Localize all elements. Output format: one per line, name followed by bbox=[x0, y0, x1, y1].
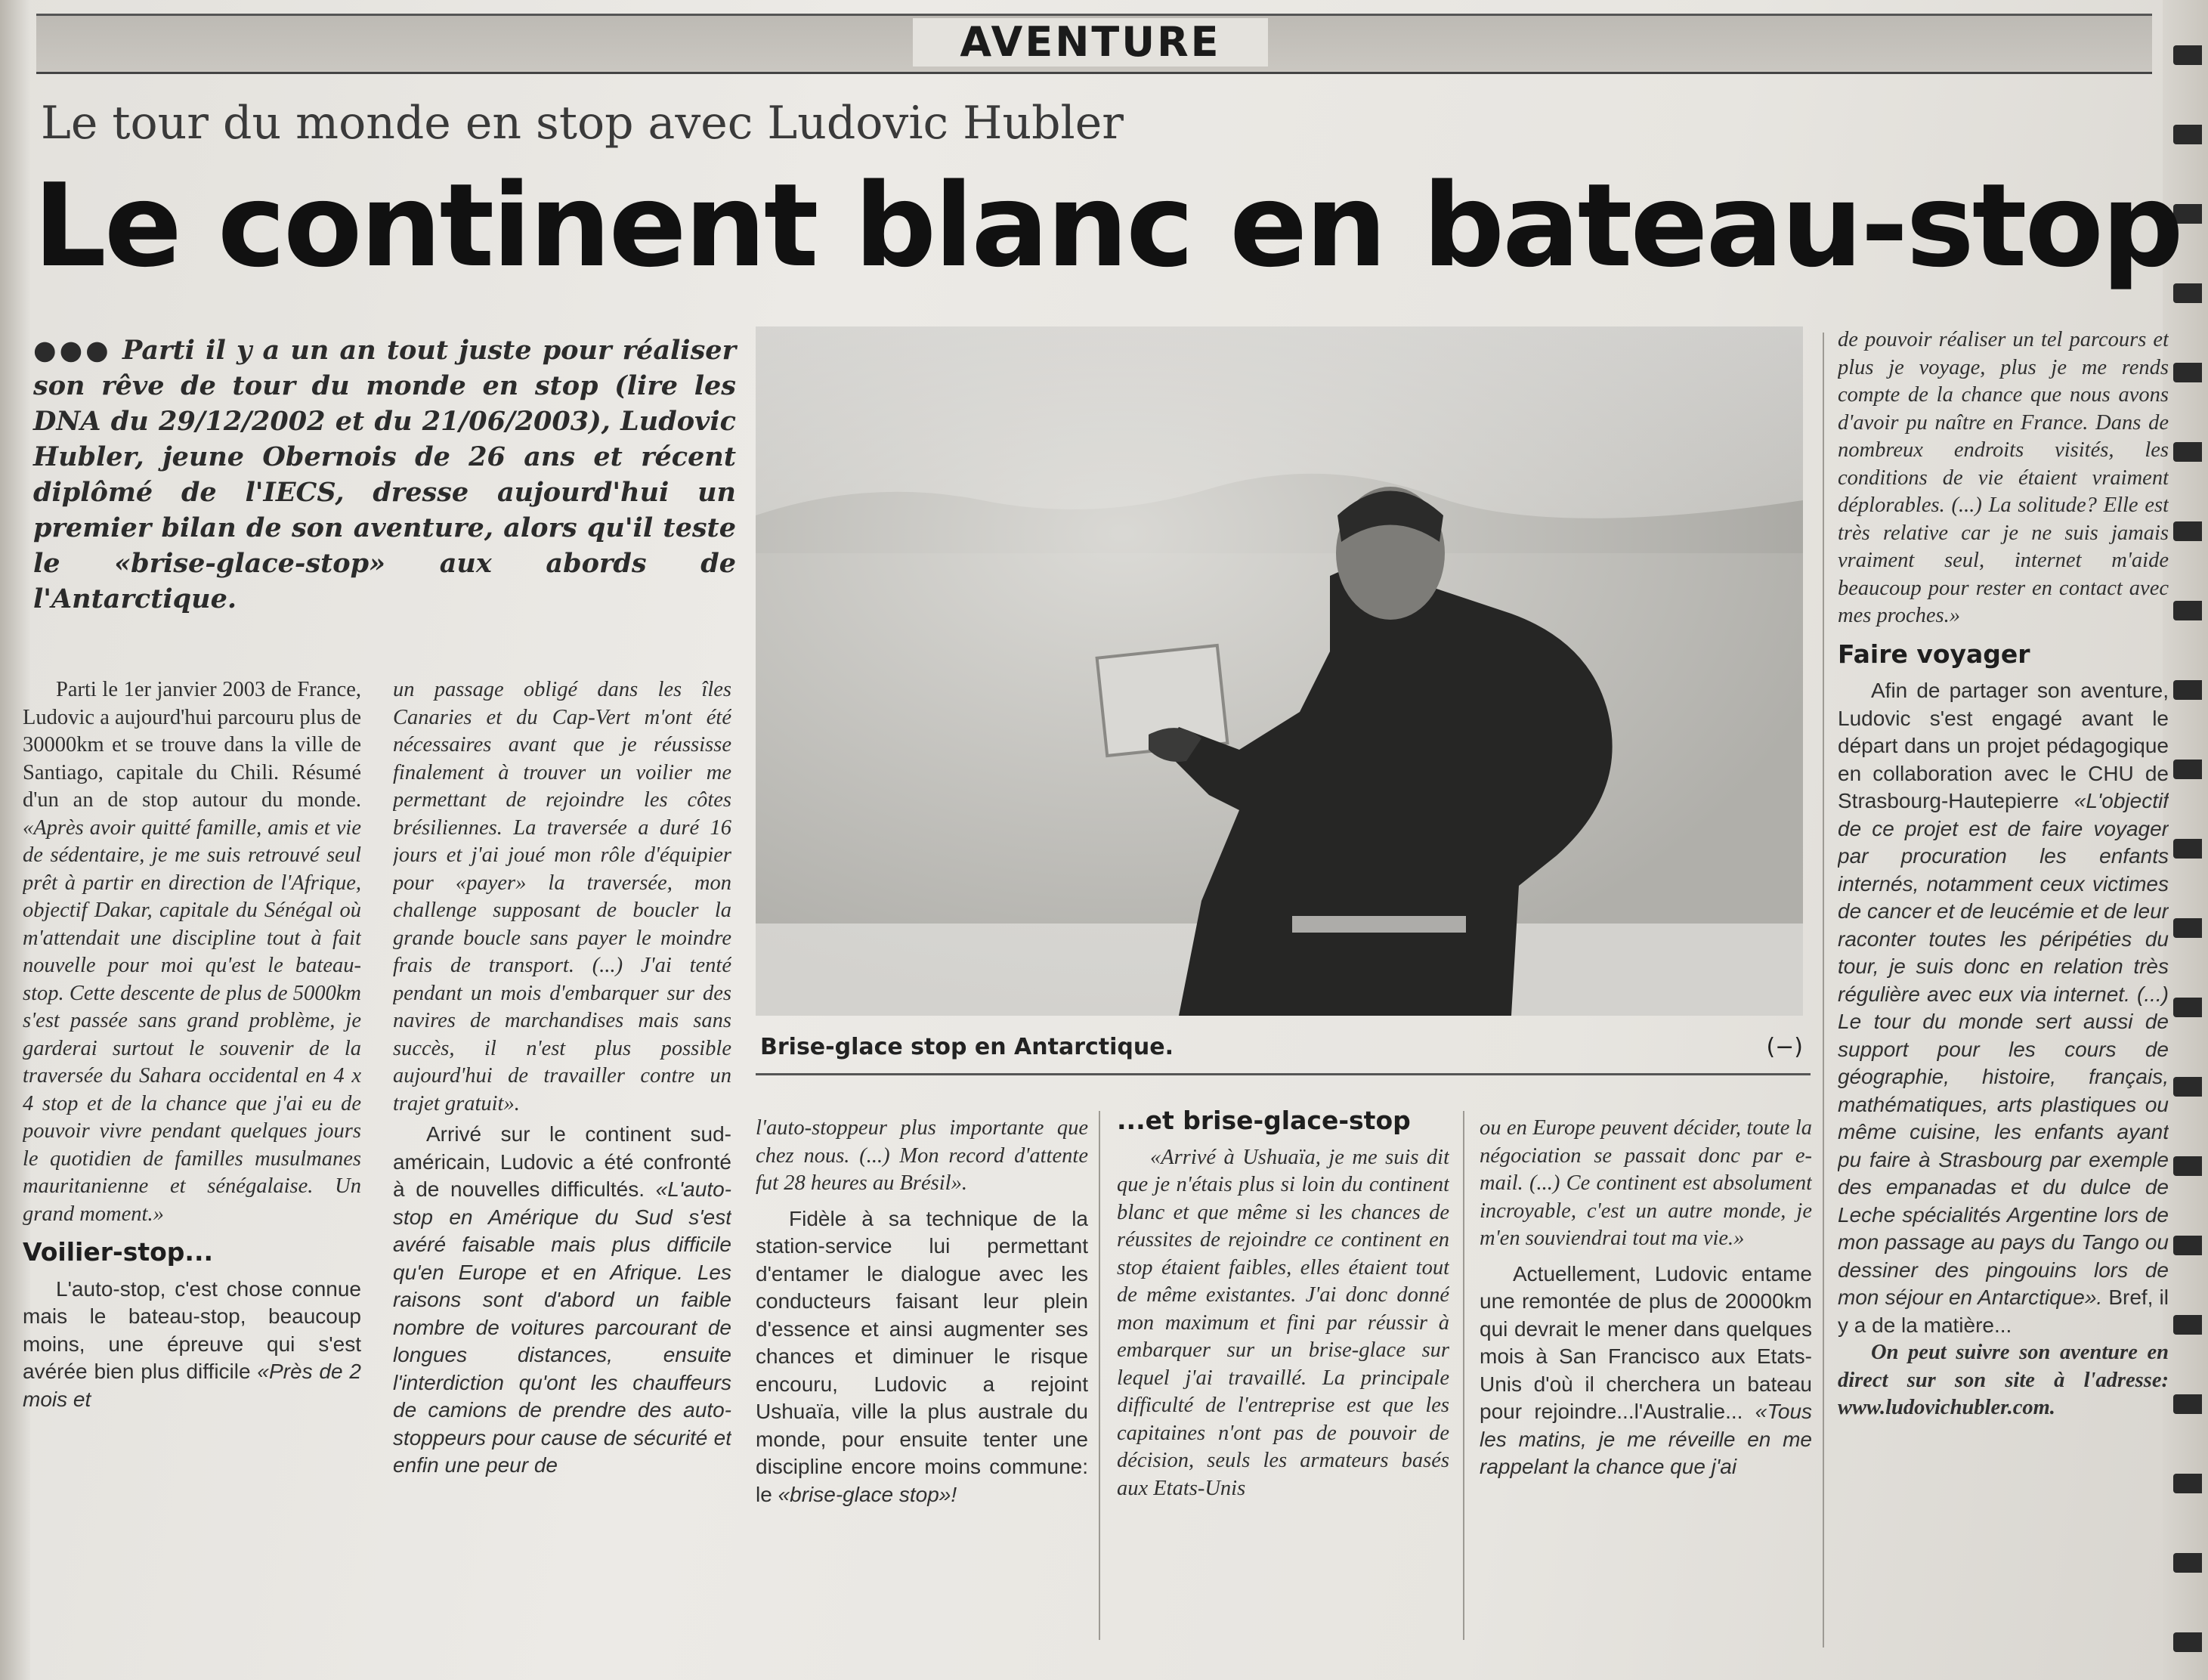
column-divider bbox=[1099, 1111, 1100, 1640]
kicker: Le tour du monde en stop avec Ludovic Hubler bbox=[41, 97, 1124, 150]
column-2: un passage obligé dans les îles Canaries et du Cap-Vert m'ont été nécessaires avant que je réussisse finalement à trouver un voilier me permettant de rejoindre les côtes brésiliennes. La traversée a duré 16 jours et j'ai joué mon rôle d'équipier pour «payer» la traversée, mon challenge supposant de boucler la grande boucle sans payer le moindre frais de transport. (...) J'ai tenté pendant un mois d'embarquer sur des navires de marchandises mais sans succès, il n'est plus possible aujourd'hui de travailler contre un trajet gratuit». Arrivé sur le continent sud-américain, Ludovic a été confronté à de nouvelles difficultés. «L'auto-stop en Amérique du Sud s'est avéré faisable mais plus difficile qu'en Europe et en Afrique. Les raisons sont d'abord un faible nombre de voitures parcourant de longues distances, ensuite l'interdiction qu'ont les chauffeurs de camions de prendre des auto-stoppeurs pour cause de sécurité et enfin une peur de bbox=[393, 678, 731, 1477]
photo-caption bbox=[760, 1034, 1803, 1060]
caption-rule bbox=[756, 1073, 1811, 1075]
lead-text: Parti il y a un an tout juste pour réaliser son rêve de tour du monde en stop (lire les DNA du 29/12/2002 et du 21/06/2003), Ludovic Hubler, jeune Obernois de 26 ans et récent diplômé de l'IECS, dresse aujourd'hui un premier bilan de son aventure, alors qu'il teste le «brise-glace-stop» aux abords de l'Antarctique. bbox=[33, 335, 737, 614]
subhead-voilier: Voilier-stop... bbox=[23, 1237, 214, 1267]
subhead-faire-voyager: Faire voyager bbox=[1838, 639, 2030, 669]
website-signoff: On peut suivre son aventure en direct sur son site à l'adresse: www.ludovichubler.com. bbox=[1838, 1341, 2169, 1419]
column-4: ...et brise-glace-stop «Arrivé à Ushuaïa, je me suis dit que je n'étais plus si loin du continent blanc et que même si les chances de réussites de rejoindre ce continent en stop étaient faibles, elles étaient tout de même existantes. J'ai donc donné mon maximum et fini par réussir à embarquer sur un brise-glace sur lequel j'ai travaillé. La principale difficulté de l'entreprise est que les capitaines n'ont pas de pouvoir de décision, seuls les armateurs basés aux Etats-Unis bbox=[1117, 1107, 1449, 1500]
column-1: Parti le 1er janvier 2003 de France, Ludovic a aujourd'hui parcouru plus de 30000km et se trouve dans la ville de Santiago, capitale du Chili. Résumé d'un an de stop autour du monde. «Après avoir quitté famille, amis et vie de sédentaire, je me suis retrouvé seul prêt à partir en direction de l'Afrique, objectif Dakar, capitale du Sénégal où m'attendait une discipline tout à fait nouvelle pour moi qu'est le bateau-stop. Cette descente de plus de 5000km s'est passée sans grand problème, je garderai surtout le souvenir de la traversée du Sahara occidental en 4 x 4 stop et de la chance que j'ai eu de pouvoir vivre pendant quelques jours le quotidien de familles musulmanes mauritanienne et sénégalaise. Un grand moment.» Voilier-stop... L'auto-stop, c'est chose connue mais le bateau-stop, beaucoup moins, une épreuve qui s'est avérée bien plus difficile «Près de 2 mois et bbox=[23, 678, 361, 1411]
caption-text: Brise-glace stop en Antarctique. bbox=[760, 1034, 1174, 1060]
column-3: l'auto-stoppeur plus importante que chez nous. (...) Mon record d'attente fut 28 heures au Brésil». Fidèle à sa technique de la station-service lui permettant d'entamer le dialogue avec les conducteurs faisant leur plein d'essence et ainsi augmenter ses chances et diminuer le risque encouru, Ludovic a rejoint Ushuaïa, ville la plus australe du monde, pour ensuite tenter une discipline encore moins commune: le «brise-glace stop»! bbox=[756, 1116, 1088, 1506]
photo-antarctica bbox=[756, 326, 1803, 1016]
rubric-label: AVENTURE bbox=[913, 18, 1268, 67]
photo-illustration bbox=[756, 326, 1803, 1016]
column-divider bbox=[1463, 1111, 1464, 1640]
lead-bullets: ●●● bbox=[33, 335, 112, 366]
column-5: ou en Europe peuvent décider, toute la négociation se passait donc par e-mail. (...) Ce continent est absolument incroyable, c'est un autre monde, je m'en souviendrai tout ma vie.» Actuellement, Ludovic entame une remontée de plus de 20000km qui devrait le mener dans quelques mois à San Francisco aux Etats-Unis d'où il cherchera un bateau pour rejoindre...l'Australie... «Tous les matins, je me réveille en me rappelant la chance que j'ai bbox=[1480, 1116, 1812, 1478]
headline: Le continent blanc en bateau-stop bbox=[33, 159, 2182, 292]
column-divider bbox=[1823, 333, 1824, 1648]
column-6: de pouvoir réaliser un tel parcours et plus je voyage, plus je me rends compte de la chance que nous avons d'avoir pu naître en France. Dans de nombreux endroits visités, les conditions de vie étaient vraiment déplorables. (...) La solitude? Elle est très relative car je ne suis jamais vraiment seul, internet m'aide beaucoup pour rester en contact avec mes proches.» Faire voyager Afin de partager son aventure, Ludovic s'est engagé avant le départ dans un projet pédagogique en collaboration avec le CHU de Strasbourg-Hautepierre «L'objectif de ce projet est de faire voyager par procuration les enfants internés, notamment ceux victimes de cancer et de leucémie et de leur raconter toutes les péripéties du tour, je suis donc en relation très régulière avec eux via internet. (...) Le tour du monde sert aussi de support pour les cours de géographie, histoire, français, mathématiques, arts plastiques ou même cuisine, les enfants ayant pu faire à Strasbourg par exemple des empanadas et du dulce de Leche spécialités Argentine lors de mon passage au pays du Tango ou dessiner des pingouins lors de mon séjour en Antarctique». Bref, il y a de la matière... On peut suivre son aventure en direct sur son site à l'adresse: www.ludovichubler.com. bbox=[1838, 326, 2169, 1657]
lead-paragraph bbox=[33, 333, 736, 617]
subhead-brise-glace: ...et brise-glace-stop bbox=[1117, 1107, 1411, 1135]
photo-credit: (−) bbox=[1766, 1034, 1803, 1060]
